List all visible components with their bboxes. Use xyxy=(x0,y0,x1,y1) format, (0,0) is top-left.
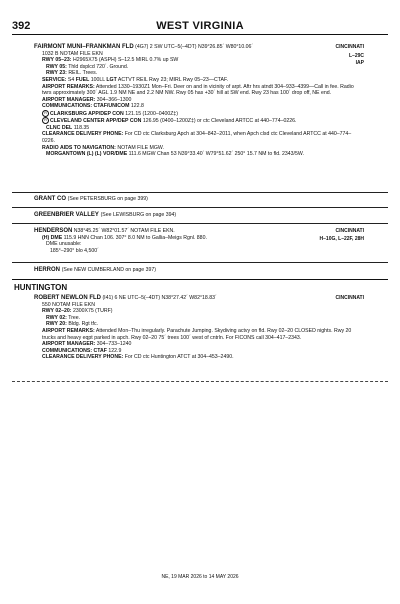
clearance-phone-label: CLEARANCE DELIVERY PHONE: xyxy=(42,354,124,361)
continuation-rule xyxy=(12,381,388,382)
entry-henderson xyxy=(34,228,364,254)
center-frequency: 126.95 (0400–1200Z‡) or ctc Cleveland ARTCC at 440–774–0226. xyxy=(142,118,297,125)
clearance-phone-text: For CD ctc Huntington ATCT at 304–453–2490. xyxy=(124,354,234,361)
entry-herron xyxy=(34,267,156,273)
r-circle-icon: R xyxy=(42,117,49,124)
r-circle-icon: R xyxy=(42,110,49,117)
ctaf-frequency: 122.8 xyxy=(130,103,144,110)
page-number: 392 xyxy=(12,20,31,32)
clearance-label: CLNC DEL xyxy=(46,124,73,131)
remarks-label: AIRPORT REMARKS: xyxy=(42,83,95,90)
divider xyxy=(12,223,388,224)
runway-end-detail: Thld dsplcd 720´. Ground. xyxy=(68,63,129,70)
airport-elevation: 1032 B NOTAM FILE EKN xyxy=(42,50,103,57)
cross-reference: (See LEWISBURG on page 394) xyxy=(100,212,177,218)
service-value: S4 xyxy=(67,76,75,83)
manager-label: AIRPORT MANAGER: xyxy=(42,96,96,103)
clearance-phone-text: For CD ctc Clarksburg Apch at 304–842–2011, when Apch clsd ctc Cleveland ARTCC at 440–774–0226. xyxy=(42,131,352,145)
city-heading: HUNTINGTON xyxy=(14,283,68,292)
divider xyxy=(12,207,388,208)
airport-name: ROBERT NEWLON FLD xyxy=(34,295,101,301)
approach-frequency: 121.15 (1200–0400Z‡) xyxy=(125,110,179,117)
center-label: CLEVELAND CENTER APP/DEP CON xyxy=(50,118,142,125)
entry-name: HERRON xyxy=(34,267,61,273)
navaid-name: HENDERSON xyxy=(34,228,73,234)
divider xyxy=(12,192,388,193)
manager-label: AIRPORT MANAGER: xyxy=(42,341,96,348)
lighting-value: ACTVT REIL Rwy 23; MIRL Rwy 05–23—CTAF. xyxy=(117,76,229,83)
entry-fairmont xyxy=(34,44,364,158)
approach-label: CLARKSBURG APP/DEP CON xyxy=(50,110,124,117)
runway-end-detail: Bldg. Rgt tfc. xyxy=(68,321,99,328)
entry-robert-newlon xyxy=(34,295,364,361)
manager-phone: 304–733–1240 xyxy=(96,341,132,348)
cross-reference: (See PETERSBURG on page 399) xyxy=(67,196,148,202)
airport-name: FAIRMONT MUNI–FRANKMAN FLD xyxy=(34,44,134,50)
cross-reference: (See NEW CUMBERLAND on page 397) xyxy=(61,267,156,273)
remarks-text: Attended 1330–1930Z1 Mon–Fri. Deer on and in vicinity of arpt. Aftr hrs atndt 304–933–4399—Call in fee. Radio twrs approximately 300´ AGL 1.9 NM NE and 2.2 NM NW. Rwy 05 has +30´ hill at SW end. Rwy 23 has 100´ drop off, NE end. xyxy=(42,83,354,97)
page-footer: NE, 19 MAR 2026 to 14 MAY 2026 xyxy=(161,574,239,580)
runway-detail: 2300X75 (TURF) xyxy=(72,308,113,315)
communications-label: COMMUNICATIONS: CTAF xyxy=(42,347,107,354)
runway-label: RWY 02–20: xyxy=(42,308,72,315)
chart-ref-iap: IAP xyxy=(355,60,364,66)
dme-label: (H) DME xyxy=(42,234,63,241)
entry-name: GRANT CO xyxy=(34,196,66,202)
divider xyxy=(12,262,388,263)
chart-ref: CINCINNATI xyxy=(335,228,364,234)
runway-end-label: RWY 23: xyxy=(46,70,67,77)
fuel-value: 100LL xyxy=(90,76,105,83)
runway-end-label: RWY 20: xyxy=(46,321,67,328)
vor-detail: 111.6 MGW Chan 53 N39°33.40´ W79°51.62´ 250° 15.7 NM to fld. 2343/5W. xyxy=(128,151,304,158)
navaid-location: N38°45.25´ W82°01.57´ NOTAM FILE EKN. xyxy=(73,228,175,234)
runway-end-detail: Tree. xyxy=(68,314,81,321)
chart-ref-low: L–29C xyxy=(348,53,364,59)
vor-label: MORGANTOWN (L) (L) VOR/DME xyxy=(46,151,128,158)
runway-detail: H2965X75 (ASPH) S–12.5 MIRL 0.7% up SW xyxy=(72,57,179,64)
runway-label: RWY 05–23: xyxy=(42,57,72,64)
airport-location: (I41) 6 NE UTC–5(–4DT) N38°27.42´ W82°18.83´ xyxy=(102,295,217,301)
airport-elevation: 550 NOTAM FILE EKN xyxy=(42,301,95,308)
airport-location: (4G7) 2 SW UTC–5(–4DT) N39°26.85´ W80°10.06´ xyxy=(135,44,254,50)
navaids-label: RADIO AIDS TO NAVIGATION: xyxy=(42,144,116,151)
clearance-frequency: 118.35 xyxy=(73,124,90,131)
chart-ref: CINCINNATI xyxy=(335,295,364,301)
dme-detail: 115.9 HNN Chan 106. 307° 8.0 NM to Gallia–Meigs Rgnl. 880. xyxy=(63,234,207,241)
page-header xyxy=(12,20,388,34)
clearance-phone-label: CLEARANCE DELIVERY PHONE: xyxy=(42,131,124,138)
communications-label: COMMUNICATIONS: CTAF/UNICOM xyxy=(42,103,130,110)
header-rule xyxy=(12,34,388,35)
entry-name: GREENBRIER VALLEY xyxy=(34,212,99,218)
chart-ref-enroute: H–10G, L–22F, 28H xyxy=(319,236,364,242)
entry-greenbrier xyxy=(34,212,176,218)
runway-end-detail: REIL. Trees. xyxy=(68,70,98,77)
service-label: SERVICE: xyxy=(42,76,67,83)
chart-ref: CINCINNATI xyxy=(335,44,364,50)
section-rule xyxy=(12,279,388,280)
lighting-label: LGT xyxy=(106,76,117,83)
runway-end-label: RWY 02: xyxy=(46,314,67,321)
dme-unusable-range: 185°–290° blo 4,500´ xyxy=(50,247,99,254)
dme-unusable-label: DME unusable: xyxy=(46,241,82,248)
ctaf-frequency: 122.9 xyxy=(108,347,122,354)
entry-grant-co xyxy=(34,196,148,202)
runway-end-label: RWY 05: xyxy=(46,63,67,70)
remarks-text: Attended Mon–Thu irregularly. Parachute Jumping. Skydiving actvy on fld. Rwy 02–20 CLOSED nights. Rwy 20 trucks and heavy eqpt parked in apch. Rwy 02–20 75´ trees 100´ west of cntrln. For FICONS call 304–417–2343. xyxy=(42,327,352,341)
state-title: WEST VIRGINIA xyxy=(156,20,244,32)
remarks-label: AIRPORT REMARKS: xyxy=(42,327,95,334)
manager-phone: 304–366–1300 xyxy=(96,96,132,103)
navaids-notam: NOTAM FILE MGW. xyxy=(117,144,164,151)
fuel-label: FUEL xyxy=(75,76,90,83)
